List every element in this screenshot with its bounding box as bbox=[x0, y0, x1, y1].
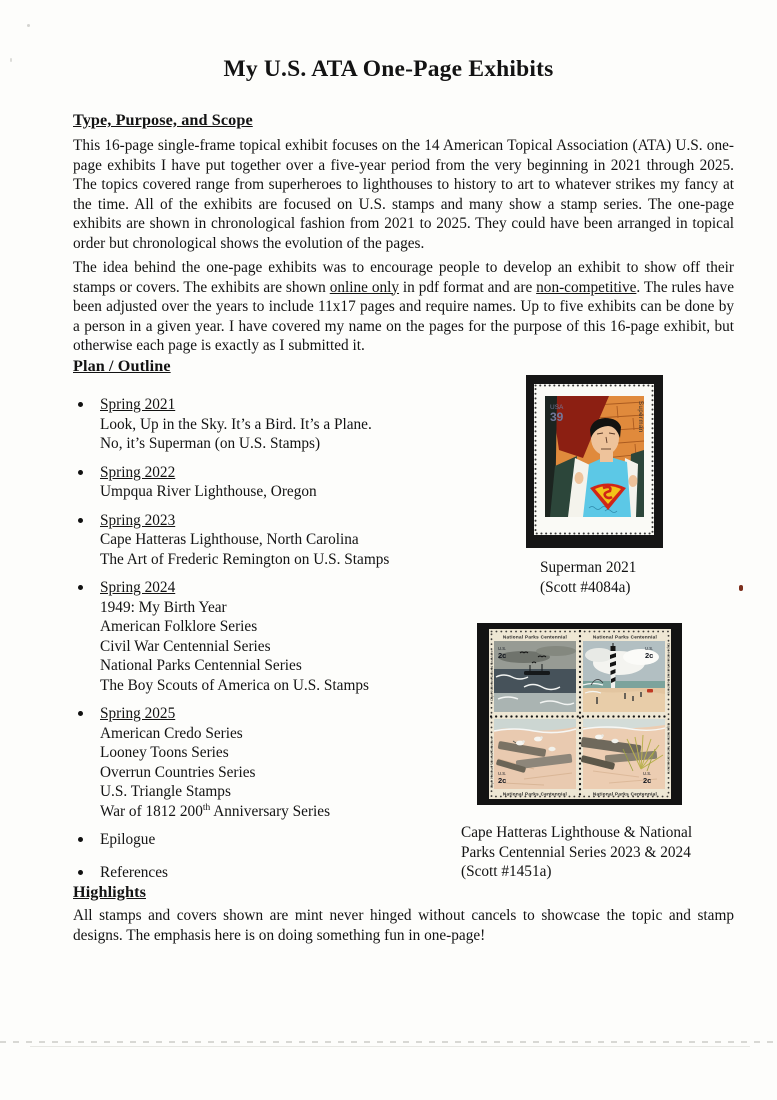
parks-tl-value-label: 2c bbox=[498, 651, 507, 660]
plan-item-line: U.S. Triangle Stamps bbox=[100, 783, 231, 800]
scan-artifact-line bbox=[30, 1046, 750, 1047]
parks-band-label-bottom-left: National Parks Centennial bbox=[502, 791, 568, 797]
section-heading-scope: Type, Purpose, and Scope bbox=[73, 111, 253, 129]
plan-item-line: Looney Toons Series bbox=[100, 744, 229, 761]
bullet-icon bbox=[78, 402, 83, 407]
plan-item bbox=[78, 863, 488, 883]
bullet-icon bbox=[78, 585, 83, 590]
superman-caption-line1: Superman 2021 bbox=[540, 559, 637, 576]
parks-tr-value-label: 2c bbox=[645, 651, 654, 660]
parks-caption bbox=[461, 823, 751, 882]
plan-item bbox=[78, 395, 488, 454]
superman-stamp-image bbox=[526, 375, 663, 548]
plan-item bbox=[78, 463, 488, 502]
plan-item-line: Civil War Centennial Series bbox=[100, 637, 271, 655]
superman-caption bbox=[540, 558, 636, 597]
plan-outline-list bbox=[78, 395, 488, 895]
highlights-paragraph: All stamps and covers shown are mint never hinged without cancels to showcase the topic and stamp designs. The emphasis here is on doing something fun in one-page! bbox=[73, 907, 734, 944]
scan-artifact-dashed-line bbox=[0, 1041, 777, 1043]
plan-item-line: Cape Hatteras Lighthouse, North Carolina bbox=[100, 531, 359, 548]
plan-item-line: 1949: My Birth Year bbox=[100, 598, 227, 616]
parks-side-label-right-top: Cape Hatteras National Seashore bbox=[666, 643, 671, 694]
plan-item-line: American Credo Series bbox=[100, 724, 243, 742]
plan-item-text bbox=[100, 395, 372, 454]
plan-item-line: American Folklore Series bbox=[100, 618, 258, 635]
parks-br-value-label: 2c bbox=[643, 776, 652, 785]
parks-caption-line3: (Scott #1451a) bbox=[461, 863, 552, 880]
superman-stamp-side-label: Superman bbox=[637, 401, 643, 433]
plan-item-title: Spring 2023 bbox=[100, 511, 176, 529]
parks-caption-line2: Parks Centennial Series 2023 & 2024 bbox=[461, 843, 691, 861]
plan-item-title: Epilogue bbox=[100, 831, 156, 848]
bullet-icon bbox=[78, 711, 83, 716]
plan-item-line: Umpqua River Lighthouse, Oregon bbox=[100, 483, 317, 500]
parks-side-label-right-bottom: Cape Hatteras National Seashore bbox=[666, 723, 671, 774]
plan-item bbox=[78, 511, 488, 570]
superman-caption-line2: (Scott #4084a) bbox=[540, 578, 631, 596]
plan-item-title: Spring 2025 bbox=[100, 705, 176, 722]
bullet-icon bbox=[78, 837, 83, 842]
parks-band-label-top-right: National Parks Centennial bbox=[592, 634, 658, 640]
parks-tl-country-label: U.S. bbox=[498, 646, 507, 651]
scan-artifact-speck bbox=[27, 24, 30, 27]
scope-paragraph-2: The idea behind the one-page exhibits was to encourage people to develop an exhibit to show off their stamps or covers. The exhibits are shown online only in pdf format and are non-competitive. The rules have been adjusted over the years to include 11x17 pages and require names. Up to five exhibits can be done by a person in a given year. I have covered my name on the pages for the purpose of this 16-page exhibit, but otherwise each page is exactly as I submitted it. bbox=[73, 259, 734, 354]
parks-bl-country-label: U.S. bbox=[498, 771, 507, 776]
plan-item-text bbox=[100, 578, 369, 695]
parks-caption-line1: Cape Hatteras Lighthouse & National bbox=[461, 824, 693, 841]
plan-item-line: National Parks Centennial Series bbox=[100, 657, 302, 674]
parks-band-label-top-left: National Parks Centennial bbox=[502, 634, 568, 640]
plan-item-title: Spring 2024 bbox=[100, 579, 176, 596]
plan-item-line: The Art of Frederic Remington on U.S. Stamps bbox=[100, 550, 390, 568]
scan-artifact-red-speck bbox=[739, 585, 743, 591]
parks-stamp-block-figure bbox=[477, 623, 682, 805]
plan-item bbox=[78, 830, 488, 850]
plan-item-text bbox=[100, 511, 389, 570]
parks-side-label-left-top: Cape Hatteras National Seashore bbox=[489, 650, 494, 701]
section-heading-highlights: Highlights bbox=[73, 883, 146, 901]
plan-item-title: Spring 2021 bbox=[100, 396, 176, 413]
plan-item-text bbox=[100, 863, 168, 883]
plan-item-text bbox=[100, 830, 155, 850]
plan-item-line: No, it’s Superman (on U.S. Stamps) bbox=[100, 435, 321, 452]
parks-bl-value-label: 2c bbox=[498, 776, 507, 785]
page-title: My U.S. ATA One-Page Exhibits bbox=[223, 56, 554, 82]
parks-band-label-bottom-right: National Parks Centennial bbox=[592, 791, 658, 797]
plan-item-text bbox=[100, 463, 317, 502]
plan-item-title: Spring 2022 bbox=[100, 463, 176, 481]
plan-item-line: Look, Up in the Sky. It’s a Bird. It’s a Plane. bbox=[100, 415, 372, 433]
parks-stamp-block-image bbox=[477, 623, 682, 805]
plan-item bbox=[78, 578, 488, 695]
plan-item-line: The Boy Scouts of America on U.S. Stamps bbox=[100, 676, 369, 694]
parks-tr-country-label: U.S. bbox=[645, 646, 654, 651]
scan-artifact-speck bbox=[10, 58, 12, 62]
plan-item-line: Overrun Countries Series bbox=[100, 763, 256, 781]
plan-item bbox=[78, 704, 488, 821]
scope-paragraph-1: This 16-page single-frame topical exhibit focuses on the 14 American Topical Association (ATA) U.S. one-page exhibits I have put together over a five-year period from the very beginning in 2021 through 2025. The topics covered range from superheroes to lighthouses to history to art to whatever strikes my fancy at the time. All of the exhibits are focused on U.S. stamps and many show a stamp series. The one-page exhibits are shown in chronological fashion from 2021 to 2025. They could have been arranged in topical order but chronological shows the evolution of the pages. bbox=[73, 137, 734, 252]
bullet-icon bbox=[78, 518, 83, 523]
plan-item-text bbox=[100, 704, 330, 821]
section-heading-plan: Plan / Outline bbox=[73, 357, 171, 375]
bullet-icon bbox=[78, 870, 83, 875]
parks-br-country-label: U.S. bbox=[643, 771, 652, 776]
superman-stamp-figure bbox=[526, 375, 663, 548]
superman-stamp-country-label: USA bbox=[550, 404, 564, 411]
plan-item-title: References bbox=[100, 863, 168, 881]
parks-side-label-left-bottom: Cape Hatteras National Seashore bbox=[489, 737, 494, 788]
plan-item-line: War of 1812 200th Anniversary Series bbox=[100, 802, 331, 820]
superman-stamp-value-label: 39 bbox=[550, 410, 564, 424]
bullet-icon bbox=[78, 470, 83, 475]
